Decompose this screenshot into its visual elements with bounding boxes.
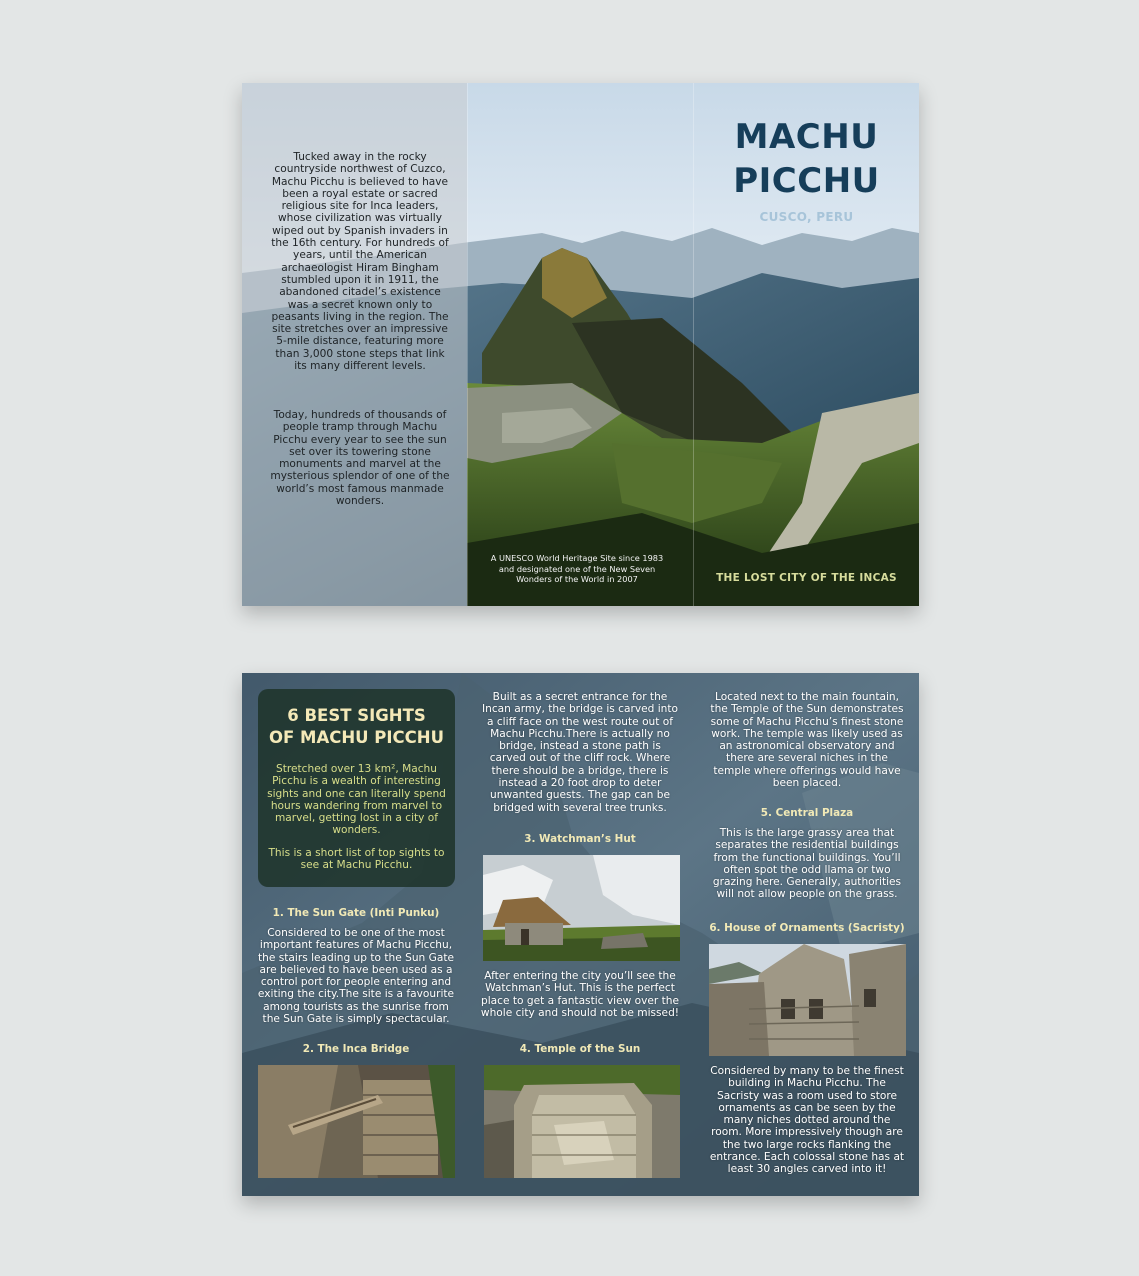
sights-intro-note: This is a short list of top sights to see at Machu Picchu. — [268, 847, 445, 872]
brochure-front — [242, 83, 919, 606]
unesco-caption: A UNESCO World Heritage Site since 1983 and designated one of the New Seven Wonders of the World in 2007 — [490, 553, 664, 584]
brochure-back — [242, 673, 919, 1196]
sights-title-line-1: 6 BEST SIGHTS — [287, 706, 426, 725]
sight-2-heading: 2. The Inca Bridge — [302, 1043, 410, 1055]
sight-4-text: Located next to the main fountain, the Temple of the Sun demonstrates some of Machu Picchu’s finest stone work. The temple was likely used as an astronomical observatory and there are several niches in the temple where offerings would have been placed. — [710, 691, 904, 790]
front-title — [694, 115, 919, 203]
sights-intro-text: Stretched over 13 km², Machu Picchu is a wealth of interesting sights and one can literally spend hours wandering from marvel to marvel, getting lost in a city of wonders. — [267, 763, 446, 837]
title-line-2: PICCHU — [733, 161, 880, 201]
sight-4-heading: 4. Temple of the Sun — [519, 1043, 641, 1055]
sights-title — [258, 705, 455, 749]
sight-2-text: Built as a secret entrance for the Incan army, the bridge is carved into a cliff face on the west route out of Machu Picchu.There is actually no bridge, instead a stone path is carved out of the cliff rock. Where there should be a bridge, there is instead a 20 foot drop to deter unwanted guests. The gap can be bridged with several tree trunks. — [481, 691, 678, 814]
watchmans-hut-photo — [483, 855, 680, 961]
front-subtitle: CUSCO, PERU — [759, 210, 854, 224]
front-tagline: THE LOST CITY OF THE INCAS — [716, 572, 897, 584]
sight-5-text: This is the large grassy area that separates the residential buildings from the functional buildings. You’ll often spot the odd llama or two grazing here. Generally, authorities will not allow people on the grass. — [712, 827, 902, 901]
sights-intro-box — [258, 689, 455, 887]
front-intro-paragraph: Tucked away in the rocky countryside northwest of Cuzco, Machu Picchu is believed to have been a royal estate or sacred religious site for Inca leaders, whose civilization was virtually wiped out by Spanish invaders in the 16th century. For hundreds of years, until the American archaeologist Hiram Bingham stumbled upon it in 1911, the abandoned citadel’s existence was a secret known only to peasants living in the region. The site stretches over an impressive 5-mile distance, featuring more than 3,000 stone steps that link its many different levels. — [271, 151, 449, 373]
title-line-1: MACHU — [734, 117, 879, 157]
temple-of-sun-photo — [484, 1065, 680, 1178]
front-left-panel — [242, 83, 467, 606]
house-of-ornaments-photo — [709, 944, 906, 1056]
sight-6-text: Considered by many to be the finest building in Machu Picchu. The Sacristy was a room used to store ornaments as can be seen by the many niches dotted around the room. More impressively though are the two large rocks flanking the entrance. Each colossal stone has at least 30 angles carved into it! — [709, 1065, 905, 1176]
inca-bridge-photo — [258, 1065, 455, 1178]
sights-title-line-2: OF MACHU PICCHU — [269, 728, 444, 747]
sight-5-heading: 5. Central Plaza — [760, 807, 854, 819]
sight-3-heading: 3. Watchman’s Hut — [524, 833, 636, 845]
sight-1-heading: 1. The Sun Gate (Inti Punku) — [272, 907, 440, 919]
fold-line — [467, 83, 468, 606]
sight-6-heading: 6. House of Ornaments (Sacristy) — [709, 922, 905, 934]
sight-1-text: Considered to be one of the most important features of Machu Picchu, the stairs leading up to the Sun Gate are believed to have been used as a control port for people entering and exiting the city.The site is a favourite among tourists as the sunrise from the Sun Gate is simply spectacular. — [257, 927, 455, 1026]
sight-3-text: After entering the city you’ll see the Watchman’s Hut. This is the perfect place to get a fantastic view over the whole city and should not be missed! — [480, 970, 680, 1019]
front-second-paragraph: Today, hundreds of thousands of people tramp through Machu Picchu every year to see the sun set over its towering stone monuments and marvel at the mysterious splendor of one of the world’s most famous manmade wonders. — [270, 409, 450, 508]
